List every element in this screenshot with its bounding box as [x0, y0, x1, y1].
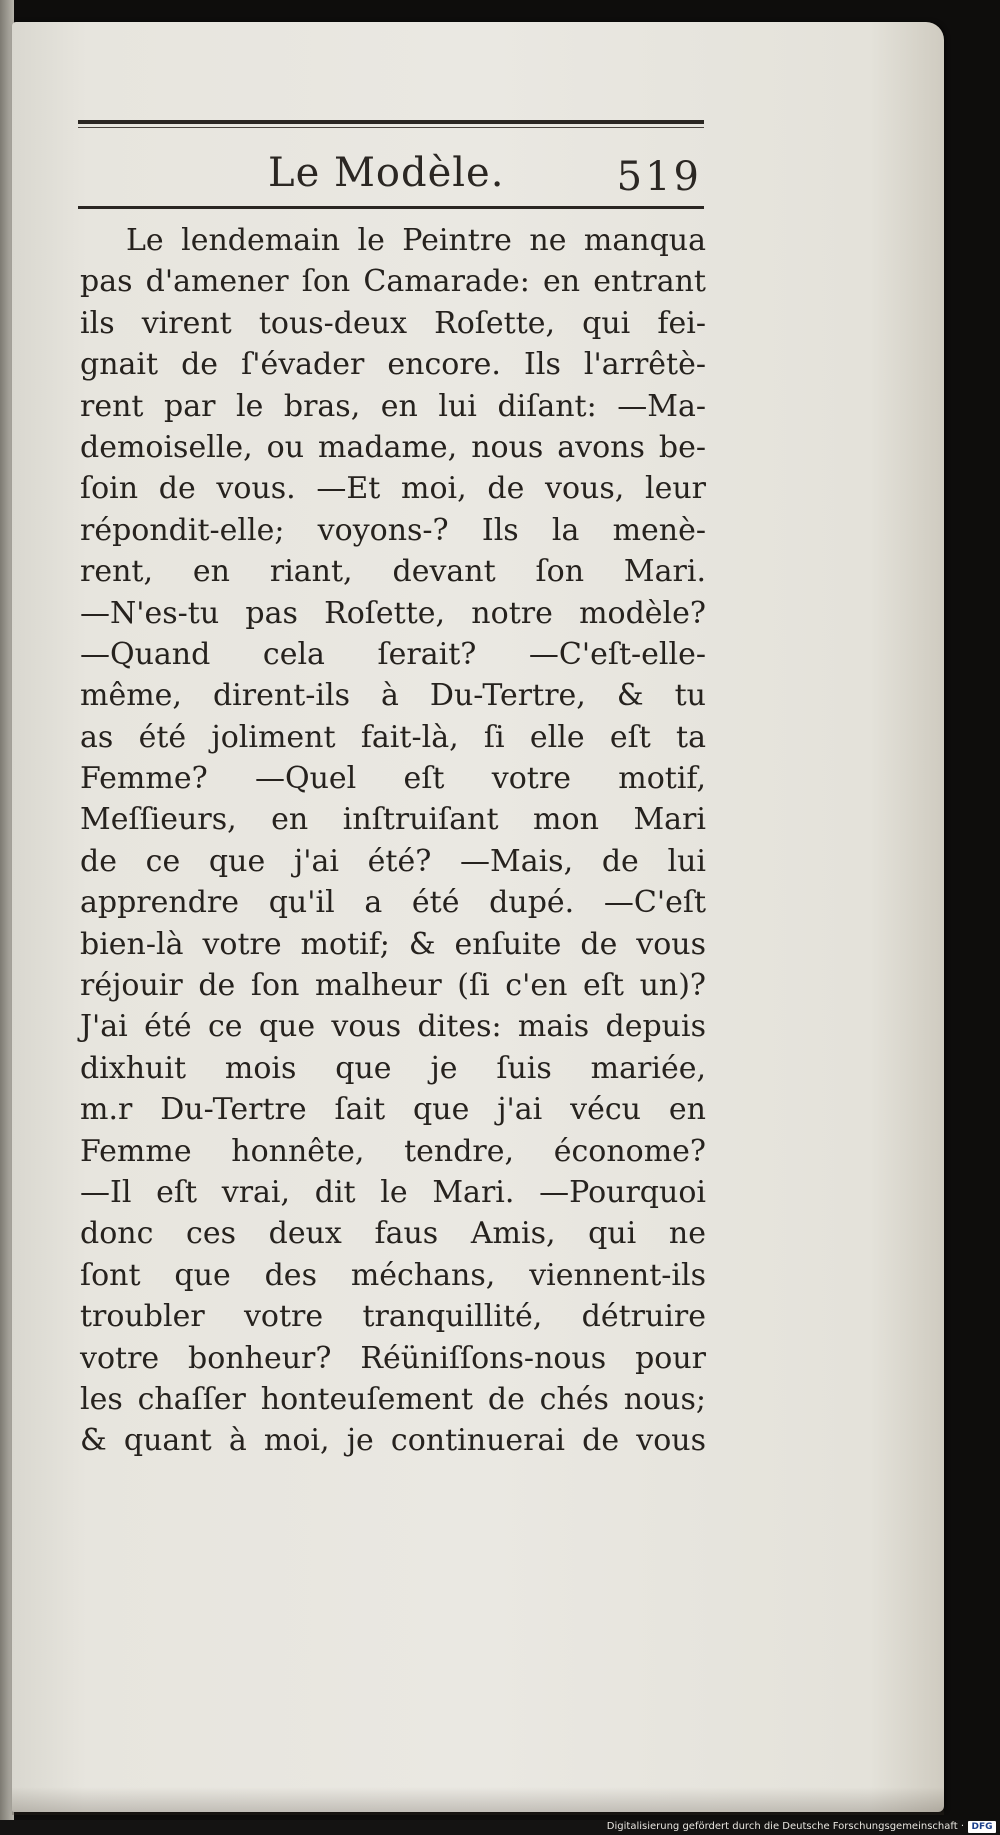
- text-line: ſont que des méchans, viennent-ils: [80, 1257, 706, 1293]
- text-line: rent, en riant, devant ſon Mari.: [80, 554, 706, 590]
- text-line: —N'es-tu pas Roſette, notre modèle?: [80, 595, 706, 631]
- text-line: dixhuit mois que je ſuis mariée,: [80, 1050, 706, 1086]
- text-line: Femme honnête, tendre, économe?: [80, 1133, 706, 1169]
- text-line: troubler votre tranquillité, détruire: [80, 1299, 706, 1335]
- body-text: [80, 220, 706, 1462]
- text-line: m.r Du-Tertre ſait que j'ai vécu en: [80, 1092, 706, 1128]
- text-line: apprendre qu'il a été dupé. —C'eſt: [80, 885, 706, 921]
- text-line: Le lendemain le Peintre ne manqua: [126, 223, 706, 258]
- text-line: rent par le bras, en lui diſant: —Ma-: [80, 388, 706, 424]
- text-line: Meſſieurs, en inſtruiſant mon Mari: [80, 802, 706, 838]
- text-line: de ce que j'ai été? —Mais, de lui: [80, 843, 706, 879]
- running-head: [78, 150, 704, 206]
- text-line: même, dirent-ils à Du-Tertre, & tu: [80, 678, 706, 714]
- footer-bar: [0, 1820, 1000, 1835]
- header-rule-top-thin: [78, 127, 704, 128]
- text-line: Femme? —Quel eſt votre motif,: [80, 761, 706, 797]
- funding-credit: Digitalisierung gefördert durch die Deutsche Forschungsgemeinschaft ·: [606, 1821, 964, 1832]
- running-head-title: Le Modèle.: [268, 150, 505, 196]
- text-line: les chaſſer honteuſement de chés nous;: [80, 1381, 706, 1417]
- text-line: —Il eſt vrai, dit le Mari. —Pourquoi: [80, 1174, 706, 1210]
- text-line: J'ai été ce que vous dites: mais depuis: [80, 1009, 706, 1045]
- text-line: —Quand cela ſerait? —C'eſt-elle-: [80, 636, 706, 672]
- text-line: as été joliment fait-là, ſi elle eſt ta: [80, 719, 706, 755]
- text-line: & quant à moi, je continuerai de vous: [80, 1423, 706, 1459]
- text-line: répondit-elle; voyons-? Ils la menè-: [80, 512, 706, 548]
- page-number: 519: [616, 154, 702, 200]
- header-rule-top: [78, 120, 704, 124]
- text-line: ils virent tous-deux Roſette, qui fei-: [80, 305, 706, 341]
- text-line: bien-là votre motif; & enſuite de vous: [80, 926, 706, 962]
- text-line: réjouir de ſon malheur (ſi c'en eſt un)?: [80, 968, 706, 1004]
- dfg-logo: DFG: [968, 1821, 996, 1833]
- text-line: gnait de ſ'évader encore. Ils l'arrêtè-: [80, 347, 706, 383]
- text-line: votre bonheur? Réüniſſons-nous pour: [80, 1340, 706, 1376]
- text-line: demoiselle, ou madame, nous avons be-: [80, 429, 706, 465]
- text-line: ſoin de vous. —Et moi, de vous, leur: [80, 471, 706, 507]
- header-rule-bottom: [78, 206, 704, 209]
- text-line: pas d'amener ſon Camarade: en entrant: [80, 264, 706, 300]
- text-line: donc ces deux faus Amis, qui ne: [80, 1216, 706, 1252]
